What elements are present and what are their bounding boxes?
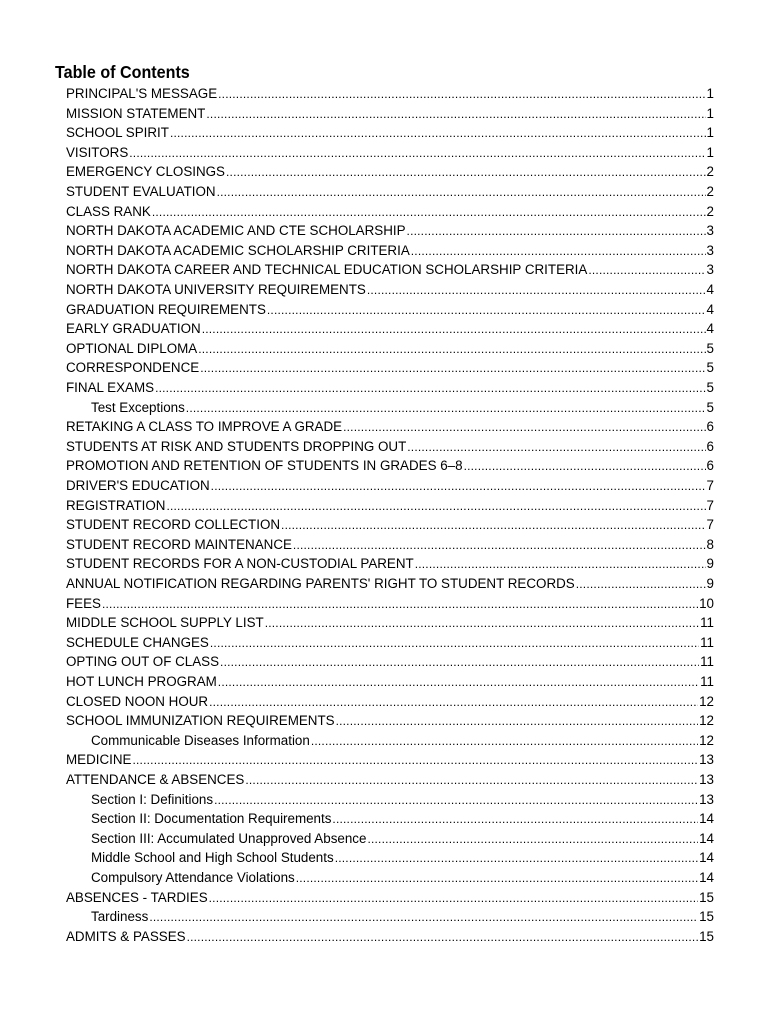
toc-entry[interactable] xyxy=(66,672,714,692)
toc-dot-leader xyxy=(206,105,705,124)
toc-page-number: 2 xyxy=(706,164,714,180)
toc-page-number: 5 xyxy=(706,399,714,415)
toc-page-number: 3 xyxy=(706,223,714,239)
toc-entry-label: EARLY GRADUATION xyxy=(66,321,201,337)
toc-entry-label: NORTH DAKOTA ACADEMIC SCHOLARSHIP CRITERIA xyxy=(66,242,410,258)
toc-page-number: 1 xyxy=(706,105,714,121)
toc-page-number: 15 xyxy=(699,889,714,905)
toc-subentry[interactable] xyxy=(91,398,714,418)
toc-entry-label: CLOSED NOON HOUR xyxy=(66,693,209,709)
toc-page-number: 14 xyxy=(699,830,714,846)
toc-dot-leader xyxy=(152,203,706,222)
toc-dot-leader xyxy=(265,614,699,633)
toc-entry-label: ANNUAL NOTIFICATION REGARDING PARENTS' RIGHT TO STUDENT RECORDS xyxy=(66,576,575,591)
toc-entry[interactable] xyxy=(66,496,714,516)
toc-entry-label: STUDENT RECORD COLLECTION xyxy=(66,517,281,533)
toc-dot-leader xyxy=(293,536,706,555)
toc-entry-label: ADMITS & PASSES xyxy=(66,928,186,944)
toc-dot-leader xyxy=(411,242,706,261)
toc-entry[interactable] xyxy=(66,437,714,457)
toc-dot-leader xyxy=(267,301,706,320)
toc-entry[interactable] xyxy=(66,260,714,280)
toc-entry[interactable] xyxy=(66,104,714,124)
toc-entry[interactable] xyxy=(66,770,714,790)
toc-page-number: 3 xyxy=(706,242,714,258)
toc-page-number: 4 xyxy=(706,301,714,317)
toc-dot-leader xyxy=(218,85,705,104)
toc-subentry[interactable] xyxy=(91,907,714,927)
toc-subentry[interactable] xyxy=(91,731,714,751)
toc-dot-leader xyxy=(200,359,705,378)
toc-page-number: 5 xyxy=(706,360,714,376)
toc-page-number: 4 xyxy=(706,282,714,297)
toc-entry[interactable] xyxy=(66,692,714,712)
toc-dot-leader xyxy=(335,849,698,868)
toc-page-number: 9 xyxy=(706,576,714,591)
toc-page-number: 10 xyxy=(699,595,714,611)
toc-page-number: 13 xyxy=(699,752,714,768)
toc-page-number: 6 xyxy=(706,419,714,435)
toc-entry-label: FEES xyxy=(66,595,101,611)
toc-dot-leader xyxy=(367,830,698,849)
toc-dot-leader xyxy=(132,751,698,770)
toc-page-number: 13 xyxy=(699,772,714,787)
toc-page-number: 8 xyxy=(706,536,714,552)
toc-page-number: 1 xyxy=(706,86,714,101)
toc-dot-leader xyxy=(343,418,705,437)
toc-entry-label: DRIVER'S EDUCATION xyxy=(66,478,210,493)
toc-entry-label: Section I: Definitions xyxy=(91,791,214,807)
toc-dot-leader xyxy=(311,732,698,751)
toc-page-number: 12 xyxy=(699,732,714,748)
toc-entry-label: MISSION STATEMENT xyxy=(66,105,206,121)
toc-dot-leader xyxy=(202,320,706,339)
toc-page-number: 14 xyxy=(699,870,714,885)
toc-entry[interactable] xyxy=(66,202,714,222)
toc-dot-leader xyxy=(576,575,706,594)
toc-entry[interactable] xyxy=(66,339,714,359)
toc-entry-label: ATTENDANCE & ABSENCES xyxy=(66,772,245,787)
toc-dot-leader xyxy=(217,183,706,202)
toc-entry[interactable] xyxy=(66,750,714,770)
toc-entry-label: OPTING OUT OF CLASS xyxy=(66,654,220,670)
toc-entry-label: Section III: Accumulated Unapproved Absence xyxy=(91,830,367,846)
toc-page-number: 6 xyxy=(706,458,714,474)
toc-entry-label: STUDENTS AT RISK AND STUDENTS DROPPING OUT xyxy=(66,438,407,454)
toc-entry-label: STUDENT RECORDS FOR A NON-CUSTODIAL PARENT xyxy=(66,556,414,572)
toc-entry-label: NORTH DAKOTA UNIVERSITY REQUIREMENTS xyxy=(66,282,366,297)
toc-dot-leader xyxy=(220,653,699,672)
toc-dot-leader xyxy=(102,595,698,614)
toc-dot-leader xyxy=(211,477,706,496)
toc-entry[interactable] xyxy=(66,162,714,182)
toc-page-number: 5 xyxy=(706,340,714,356)
toc-entry-label: OPTIONAL DIPLOMA xyxy=(66,340,198,356)
toc-dot-leader xyxy=(407,222,706,241)
toc-page-number: 5 xyxy=(706,380,714,395)
toc-entry-label: CLASS RANK xyxy=(66,203,151,219)
toc-dot-leader xyxy=(166,497,705,516)
toc-page-number: 1 xyxy=(706,144,714,160)
toc-entry-label: RETAKING A CLASS TO IMPROVE A GRADE xyxy=(66,419,343,435)
toc-entry[interactable] xyxy=(66,633,714,653)
toc-entry[interactable] xyxy=(66,554,714,574)
toc-entry[interactable] xyxy=(66,574,714,594)
toc-entry-label: ABSENCES - TARDIES xyxy=(66,889,208,905)
toc-dot-leader xyxy=(209,693,698,712)
toc-dot-leader xyxy=(367,281,706,300)
toc-dot-leader xyxy=(149,908,698,927)
toc-dot-leader xyxy=(226,163,706,182)
toc-entry[interactable] xyxy=(66,456,714,476)
toc-dot-leader xyxy=(588,261,705,280)
toc-page-number: 12 xyxy=(699,693,714,709)
toc-page-number: 1 xyxy=(706,125,714,141)
toc-page-number: 7 xyxy=(706,478,714,493)
toc-entry[interactable] xyxy=(66,358,714,378)
toc-page-number: 6 xyxy=(706,438,714,454)
toc-subentry[interactable] xyxy=(91,809,714,829)
toc-page-number: 2 xyxy=(706,184,714,199)
toc-page-number: 14 xyxy=(699,850,714,866)
toc-entry-label: VISITORS xyxy=(66,144,129,160)
toc-entry[interactable] xyxy=(66,123,714,143)
toc-entry-label: SCHOOL SPIRIT xyxy=(66,125,169,141)
toc-entry[interactable] xyxy=(66,84,714,104)
toc-dot-leader xyxy=(170,124,706,143)
toc-entry-label: GRADUATION REQUIREMENTS xyxy=(66,301,266,317)
toc-dot-leader xyxy=(198,340,705,359)
toc-entry-label: SCHOOL IMMUNIZATION REQUIREMENTS xyxy=(66,713,335,729)
toc-entry[interactable] xyxy=(66,417,714,437)
toc-page-number: 3 xyxy=(706,262,714,278)
toc-entry-label: CORRESPONDENCE xyxy=(66,360,200,376)
toc-entry-label: MEDICINE xyxy=(66,752,132,768)
toc-entry-label: NORTH DAKOTA ACADEMIC AND CTE SCHOLARSHIP xyxy=(66,223,406,239)
toc-subentry[interactable] xyxy=(91,829,714,849)
toc-page-number: 7 xyxy=(706,517,714,533)
toc-entry[interactable] xyxy=(66,652,714,672)
toc-page-number: 15 xyxy=(699,909,714,925)
toc-entry-label: Compulsory Attendance Violations xyxy=(91,870,295,885)
toc-entry[interactable] xyxy=(66,888,714,908)
toc-subentry[interactable] xyxy=(91,868,714,888)
toc-entry[interactable] xyxy=(66,515,714,535)
toc-dot-leader xyxy=(296,869,698,888)
toc-dot-leader xyxy=(336,712,699,731)
toc-page-number: 15 xyxy=(699,928,714,944)
toc-entry[interactable] xyxy=(66,476,714,496)
toc-dot-leader xyxy=(209,889,698,908)
toc-entry[interactable] xyxy=(66,613,714,633)
toc-entry[interactable] xyxy=(66,535,714,555)
toc-entry-label: Section II: Documentation Requirements xyxy=(91,811,332,827)
toc-dot-leader xyxy=(155,379,705,398)
toc-entry-label: Tardiness xyxy=(91,909,149,925)
toc-entry[interactable] xyxy=(66,182,714,202)
toc-page-number: 12 xyxy=(699,713,714,729)
toc-entry[interactable] xyxy=(66,319,714,339)
toc-entry-label: STUDENT RECORD MAINTENANCE xyxy=(66,536,292,552)
toc-entry[interactable] xyxy=(66,711,714,731)
toc-page-number: 13 xyxy=(699,791,714,807)
toc-dot-leader xyxy=(332,810,698,829)
toc-entry-label: PROMOTION AND RETENTION OF STUDENTS IN GRADES 6–8 xyxy=(66,458,463,474)
toc-page-number: 4 xyxy=(706,321,714,337)
toc-entry[interactable] xyxy=(66,927,714,947)
toc-dot-leader xyxy=(281,516,706,535)
toc-entry[interactable] xyxy=(66,143,714,163)
toc-page-number: 11 xyxy=(700,674,714,689)
toc-entry-label: Test Exceptions xyxy=(91,399,185,415)
toc-page-number: 11 xyxy=(700,654,714,670)
toc-entry-label: Communicable Diseases Information xyxy=(91,732,310,748)
toc-dot-leader xyxy=(407,438,705,457)
toc-entry-label: NORTH DAKOTA CAREER AND TECHNICAL EDUCATION SCHOLARSHIP CRITERIA xyxy=(66,262,588,278)
toc-dot-leader xyxy=(129,144,705,163)
toc-page-number: 7 xyxy=(706,497,714,513)
toc-dot-leader xyxy=(218,673,699,692)
toc-entry-label: SCHEDULE CHANGES xyxy=(66,634,209,650)
toc-dot-leader xyxy=(245,771,698,790)
toc-page-number: 11 xyxy=(700,634,714,650)
toc-entry[interactable] xyxy=(66,221,714,241)
toc-entry[interactable] xyxy=(66,594,714,614)
toc-entry[interactable] xyxy=(66,280,714,300)
toc-page-number: 11 xyxy=(700,615,714,631)
toc-entry-label: Middle School and High School Students xyxy=(91,850,334,866)
toc-entry[interactable] xyxy=(66,241,714,261)
toc-dot-leader xyxy=(210,634,699,653)
toc-dot-leader xyxy=(464,457,706,476)
toc-entry-label: REGISTRATION xyxy=(66,497,166,513)
toc-entry[interactable] xyxy=(66,300,714,320)
toc-subentry[interactable] xyxy=(91,848,714,868)
toc-entry-label: PRINCIPAL'S MESSAGE xyxy=(66,86,218,101)
toc-entry-label: MIDDLE SCHOOL SUPPLY LIST xyxy=(66,615,264,631)
toc-subentry[interactable] xyxy=(91,790,714,810)
toc-page-number: 14 xyxy=(699,811,714,827)
toc-page-number: 9 xyxy=(706,556,714,572)
toc-entry-label: STUDENT EVALUATION xyxy=(66,184,216,199)
toc-entry-label: FINAL EXAMS xyxy=(66,380,155,395)
toc-title: Table of Contents xyxy=(55,62,190,82)
toc-dot-leader xyxy=(214,791,698,810)
toc-entry-label: HOT LUNCH PROGRAM xyxy=(66,674,217,689)
toc-page-number: 2 xyxy=(706,203,714,219)
toc-dot-leader xyxy=(187,928,699,947)
toc-dot-leader xyxy=(415,555,706,574)
toc-dot-leader xyxy=(186,399,706,418)
toc-entry[interactable] xyxy=(66,378,714,398)
toc-entry-label: EMERGENCY CLOSINGS xyxy=(66,164,225,180)
